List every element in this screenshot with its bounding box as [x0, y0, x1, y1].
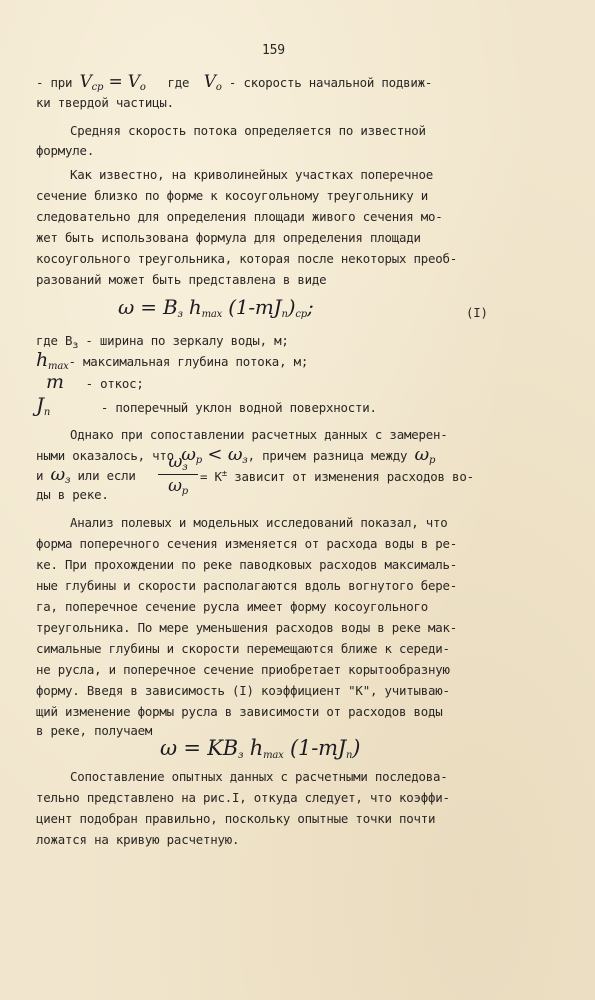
- handwritten-symbol: Jn: [36, 393, 51, 418]
- formula-2: ω = KBз hmax (1-mJn): [160, 736, 361, 761]
- text-line: = K± зависит от изменения расходов во-: [200, 469, 474, 485]
- text-line: следовательно для определения площади живого сечения мо-: [36, 209, 443, 224]
- text-line: Однако при сопоставлении расчетных данных с замерен-: [70, 427, 448, 442]
- text-fragment: где: [167, 75, 190, 90]
- text-line: га, поперечное сечение русла имеет форму косоугольного: [36, 599, 429, 614]
- text-line: форма поперечного сечения изменяется от расхода воды в ре-: [36, 536, 458, 551]
- text-line: ложатся на кривую расчетную.: [36, 832, 240, 847]
- handwritten-symbol: m: [46, 371, 64, 393]
- text-line: косоугольного треугольника, которая после некоторых преоб-: [36, 251, 458, 266]
- text-fragment: - скорость начальной подвиж-: [228, 75, 433, 90]
- text-line: треугольника. По мере уменьшения расходов воды в реке мак-: [36, 620, 458, 635]
- definition-line: hmax- максимальная глубина потока, м;: [36, 349, 309, 372]
- text-line: ды в реке.: [36, 487, 109, 502]
- handwritten-symbol: hmax: [36, 349, 69, 372]
- text-line: тельно представлено на рис.I, откуда следует, что коэффи-: [36, 790, 450, 805]
- text-line: ке. При прохождении по реке паводковых расходов максималь-: [36, 557, 458, 572]
- text-line: Анализ полевых и модельных исследований показал, что: [70, 515, 448, 530]
- text-line: Средняя скорость потока определяется по известной: [70, 123, 426, 138]
- text-line: разований может быть представлена в виде: [36, 272, 327, 287]
- text-line: симальные глубины и скорости перемещаются ближе к середи-: [36, 641, 450, 656]
- text-line: форму. Введя в зависимость (I) коэффициент "K", учитываю-: [36, 683, 450, 698]
- handwritten-symbol: Vcp = Vo: [79, 72, 146, 93]
- page-number: 159: [262, 43, 285, 58]
- text-line: формуле.: [36, 143, 95, 158]
- handwritten-symbol: ωз: [50, 464, 71, 486]
- text-line: жет быть использована формула для определения площади: [36, 230, 421, 245]
- text-fragment: - при: [36, 75, 73, 90]
- text-line: щий изменение формы русла в зависимости от расходов воды: [36, 704, 443, 719]
- definition-line: Jn - поперечный уклон водной поверхности.: [36, 393, 377, 418]
- text-line: и ωз или если: [36, 464, 136, 486]
- text-line: ки твердой частицы.: [36, 95, 174, 110]
- handwritten-symbol: ωp: [414, 444, 436, 466]
- handwritten-symbol: Vo: [203, 72, 222, 93]
- definition-line: m - откос;: [46, 371, 144, 393]
- text-line: сечение близко по форме к косоугольному треугольнику и: [36, 188, 429, 203]
- fraction-denominator: ωp: [168, 476, 188, 497]
- text-line: ные глубины и скорости располагаются вдоль вогнутого бере-: [36, 578, 458, 593]
- formula-1: ω = Bз hmax (1-mJn)cp;: [118, 295, 314, 320]
- text-line: в реке, получаем: [36, 723, 153, 738]
- fraction-numerator: ωз: [168, 452, 188, 473]
- fraction-bar: [158, 474, 198, 475]
- formula-number: (I): [466, 305, 488, 320]
- handwritten-symbol: ωp < ωз: [181, 444, 248, 466]
- text-line: ными оказалось, что ωp < ωз, причем разница между ωp: [36, 444, 436, 466]
- text-line: циент подобран правильно, поскольку опытные точки почти: [36, 811, 436, 826]
- text-line: Сопоставление опытных данных с расчетными последова-: [70, 769, 448, 784]
- text-line: Как известно, на криволинейных участках поперечное: [70, 167, 433, 182]
- text-line: не русла, и поперечное сечение приобретает корытообразную: [36, 662, 450, 677]
- definition-line: где $B_з$ - ширина по зеркалу воды, м;: [36, 333, 289, 351]
